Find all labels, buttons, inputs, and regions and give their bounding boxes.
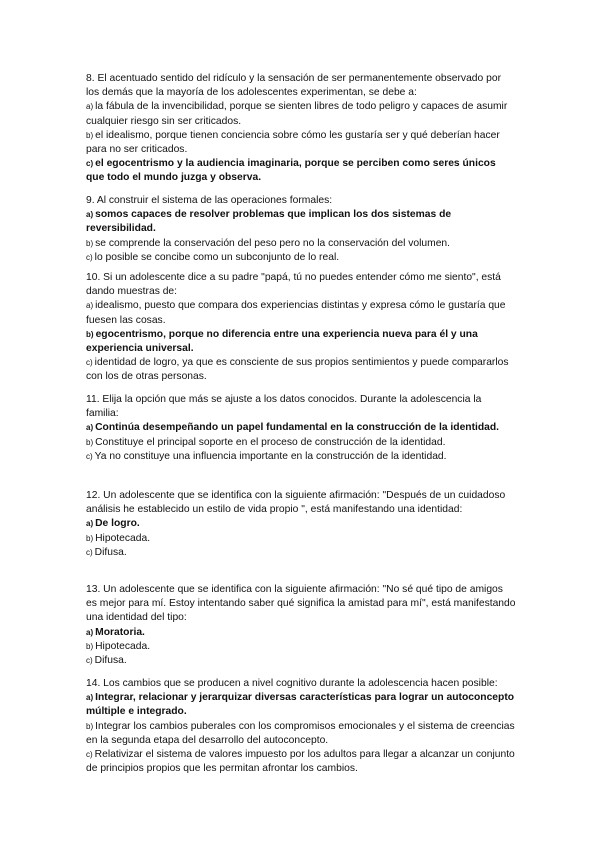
question-stem: 12. Un adolescente que se identifica con la siguiente afirmación: "Después de un cuidadoso análisis he establecido un estilo de vida propio ", está manifestando una identidad: [86, 490, 506, 516]
question-11 [86, 393, 516, 464]
question-stem: 8. El acentuado sentido del ridículo y la sensación de ser permanentemente observado por los demás que la mayoría de los adolescentes experimentan, se debe a: [86, 73, 501, 99]
question-10 [86, 271, 516, 385]
option-label: c) [86, 159, 94, 169]
option-a-correct [86, 517, 516, 531]
option-a-correct [86, 691, 516, 719]
option-c [86, 748, 516, 776]
option-label: a) [86, 301, 94, 311]
option-label: b) [86, 533, 94, 543]
option-label: a) [86, 519, 94, 529]
option-b [86, 129, 516, 157]
option-label: b) [86, 130, 94, 140]
option-c-correct [86, 157, 516, 185]
option-b [86, 640, 516, 654]
question-stem: 13. Un adolescente que se identifica con la siguiente afirmación: "No sé qué tipo de amigos es mejor para mí. Estoy intentando saber qué significa la amistad para mí", está manifestando una identidad del tipo: [86, 584, 516, 624]
option-label: c) [86, 656, 93, 666]
option-text: Integrar los cambios puberales con los compromisos emocionales y el sistema de creencias en la segunda etapa del desarrollo del autoconcepto. [86, 720, 515, 746]
option-c [86, 251, 516, 265]
option-text: idealismo, puesto que compara dos experiencias distintas y expresa cómo le gustaría que fuesen las cosas. [86, 300, 506, 326]
option-c [86, 654, 516, 668]
option-text: Moratoria. [95, 626, 145, 638]
option-b [86, 436, 516, 450]
option-label: b) [86, 329, 94, 339]
option-label: a) [86, 102, 94, 112]
option-label: b) [86, 238, 94, 248]
option-a-correct [86, 421, 516, 435]
option-text: De logro. [95, 518, 140, 530]
question-stem: 11. Elija la opción que más se ajuste a los datos conocidos. Durante la adolescencia la familia: [86, 394, 482, 420]
option-text: Hipotecada. [95, 640, 151, 652]
option-text: Difusa. [94, 655, 127, 667]
option-label: c) [86, 750, 93, 760]
question-8 [86, 72, 516, 186]
option-a-correct [86, 208, 516, 236]
option-text: identidad de logro, ya que es consciente de sus propios sentimientos y puede compararlos con los de otras personas. [86, 357, 509, 383]
option-label: a) [86, 210, 94, 220]
option-text: el egocentrismo y la audiencia imaginaria, porque se perciben como seres únicos que todo el mundo juzga y observa. [86, 158, 496, 184]
option-label: c) [86, 547, 93, 557]
option-b [86, 532, 516, 546]
option-text: la fábula de la invencibilidad, porque se sienten libres de todo peligro y capaces de asumir cualquier riesgo sin ser criticados. [86, 101, 508, 127]
question-12 [86, 489, 516, 560]
question-stem: 14. Los cambios que se producen a nivel cognitivo durante la adolescencia hacen posible: [86, 678, 498, 689]
option-b [86, 237, 516, 251]
option-label: a) [86, 693, 94, 703]
option-label: b) [86, 721, 94, 731]
option-label: a) [86, 423, 94, 433]
option-a-correct [86, 626, 516, 640]
option-text: egocentrismo, porque no diferencia entre una experiencia nueva para él y una experiencia universal. [86, 328, 478, 355]
option-text: se comprende la conservación del peso pero no la conservación del volumen. [95, 237, 451, 249]
option-label: a) [86, 627, 94, 637]
option-a [86, 100, 516, 128]
option-b [86, 720, 516, 748]
option-text: Ya no constituye una influencia importante en la construcción de la identidad. [94, 450, 447, 462]
option-text: somos capaces de resolver problemas que implican los dos sistemas de reversibilidad. [86, 209, 452, 235]
question-9 [86, 194, 516, 265]
option-text: lo posible se concibe como un subconjunto de lo real. [94, 251, 340, 263]
option-c [86, 450, 516, 464]
option-label: b) [86, 437, 94, 447]
question-stem: 9. Al construir el sistema de las operaciones formales: [86, 195, 333, 206]
question-stem: 10. Si un adolescente dice a su padre "papá, tú no puedes entender cómo me siento", está dando muestras de: [86, 272, 501, 298]
option-b-correct [86, 328, 516, 356]
option-text: Hipotecada. [95, 532, 151, 544]
option-text: Continúa desempeñando un papel fundamental en la construcción de la identidad. [95, 422, 500, 434]
option-c [86, 356, 516, 384]
option-text: Integrar, relacionar y jerarquizar diversas características para lograr un autoconcepto múltiple e integrado. [86, 692, 515, 718]
option-text: Difusa. [94, 546, 127, 558]
option-text: Relativizar el sistema de valores impuesto por los adultos para llegar a alcanzar un conjunto de principios propios que les permitan afrontar los cambios. [86, 749, 515, 775]
question-13 [86, 583, 516, 668]
option-text: el idealismo, porque tienen conciencia sobre cómo les gustaría ser y qué deberían hacer para no ser criticados. [86, 129, 500, 156]
option-label: b) [86, 641, 94, 651]
question-14 [86, 677, 516, 776]
option-label: c) [86, 451, 93, 461]
option-label: c) [86, 358, 93, 368]
option-c [86, 546, 516, 560]
option-a [86, 299, 516, 327]
option-label: c) [86, 252, 93, 262]
option-text: Constituye el principal soporte en el proceso de construcción de la identidad. [95, 436, 446, 448]
